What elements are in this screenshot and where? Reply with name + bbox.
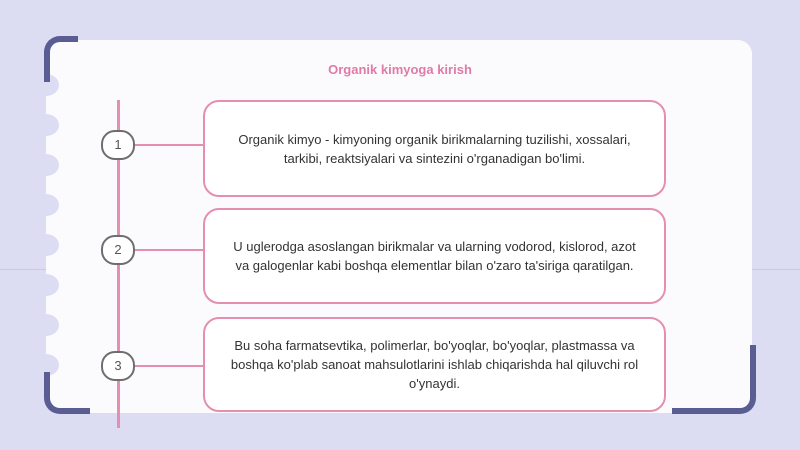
binder-hole: [33, 234, 59, 256]
timeline-connector: [133, 144, 204, 146]
step-card-2: [203, 208, 666, 304]
step-text-3: Bu soha farmatsevtika, polimerlar, bo'yoqlar, bo'yoqlar, plastmassa va boshqa ko'plab sanoat mahsulotlarini ishlab chiqarishda hal qiluvchi rol o'ynaydi.: [230, 338, 639, 391]
step-number-1: 1: [101, 130, 135, 160]
step-text-2: U uglerodga asoslangan birikmalar va ularning vodorod, kislorod, azot va galogenlar kabi boshqa elementlar bilan o'zaro ta'siriga qaratilgan.: [233, 239, 636, 273]
timeline-connector: [133, 249, 204, 251]
step-number-3: 3: [101, 351, 135, 381]
frame-corner-bottom-left: [44, 372, 90, 414]
step-number-2: 2: [101, 235, 135, 265]
binder-hole: [33, 314, 59, 336]
page-title: Organik kimyoga kirish: [328, 62, 472, 77]
timeline-connector: [133, 365, 204, 367]
frame-corner-bottom-right: [672, 345, 756, 414]
step-text-1: Organik kimyo - kimyoning organik birikmalarning tuzilishi, xossalari, tarkibi, reaktsiyalari va sintezini o'rganadigan bo'limi.: [238, 131, 631, 166]
binder-hole: [33, 114, 59, 136]
binder-hole: [33, 194, 59, 216]
binder-hole: [33, 154, 59, 176]
step-card-1: [203, 100, 666, 197]
binder-hole: [33, 274, 59, 296]
step-card-3: [203, 317, 666, 412]
